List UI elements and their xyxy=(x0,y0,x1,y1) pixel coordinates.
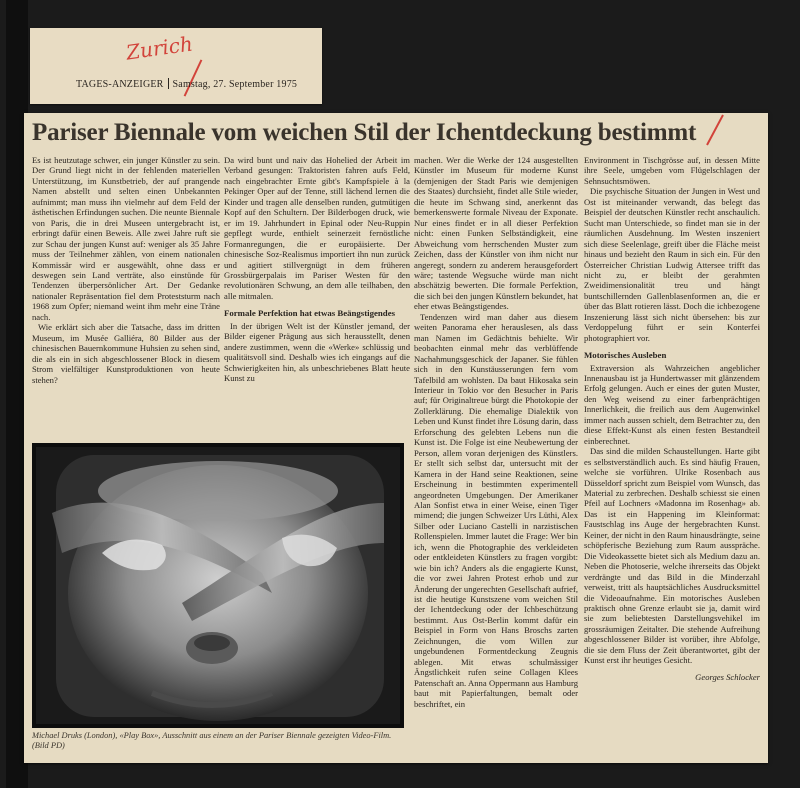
video-still-face-illustration xyxy=(32,443,404,728)
article-photo xyxy=(32,443,404,728)
paragraph: Das sind die milden Schaustellungen. Harte gibt es selbstverständlich auch. Es sind häufig Frauen, welche sie vorführen. Ulrike Rosenbach aus Düsseldorf spricht zum Beispiel vom Wunsch, das Material zu zerbrechen. Deshalb schiesst sie einen Pfeil auf Lochners «Madonna im Rosenhag» ab. Das ist ein Happening im Kleinformat: Faustschlag ins Auge der hergebrachten Kunst. Keiner, der nicht in den Raum hinausdrängte, seine schöpferische Beziehung zum Raum ausspräche. Die Videokassette bietet sich als Medium dazu an. Neben die Photoserie, welche ihrerseits das Objekt verdrängte und das Bild in die Minderzahl verweist, tritt als hauptsächliches Ausdrucksmittel die Videoaufnahme. Ein motorisches Ausleben praktisch ohne Grenze erlaubt sie ja, damit wird sie zum beliebtesten Darstellungsvehikel im grossräumigen Zeitalter. Die stehende Aufreihung abgeschlossener Bilder ist vorüber, ihre Abfolge, die sie dem Fluss der Zeit überantwortet, gibt der Kunst erst ihr heutiges Gesicht. xyxy=(584,446,760,666)
handwritten-note: Zurich xyxy=(124,31,195,65)
newspaper-name: TAGES-ANZEIGER xyxy=(76,79,164,90)
paragraph: machen. Wer die Werke der 124 ausgestellten Künstler im Museum für moderne Kunst (demjenigen der Stadt Paris wie demjenigen des Staates) durchsieht, findet alle Stile wieder, die heute im Schwang sind, anerkennt das bemerkenswerte formale Niveau der Exponate. Nur eines findet er in all dieser Perfektion nicht: einen Funken Selbständigkeit, eine Abweichung vom herrschenden Muster zum Zeichen, dass der Künstler von ihm nicht nur angeregt, sondern zu anderem herausgefordert wäre; tastende Wegsuche würde man nicht abschätzig bewerten. Die formale Perfektion, die sich bei den jungen Künstlern bekundet, hat eher etwas Beängstigendes. xyxy=(414,155,578,312)
photo-caption: Michael Druks (London), «Play Box», Ausschnitt aus einem an der Pariser Biennale gezeigten Video-Film. (Bild PD) xyxy=(32,731,392,750)
newspaper-header-clipping xyxy=(30,28,322,104)
subheading-motorisches-ausleben: Motorisches Ausleben xyxy=(584,350,667,361)
article-headline: Pariser Biennale vom weichen Stil der Ichentdeckung bestimmt xyxy=(32,119,697,146)
paragraph: Die psychische Situation der Jungen in West und Ost ist miteinander verwandt, das belegt das Beispiel der deutschen Künstler recht anschaulich. Sucht man Unterschiede, so findet man sie in der räumlichen Ausdehnung. Im Westen inszeniert sich diese Seelenlage, greift über die Fläche meist hinaus und bezieht den Raum in sich ein. Für den Österreicher Christian Ludwig Attersee trifft das nicht zu, er bleibt der gerahmten Zweidimensionalität treu und hängt buntschillernden Gallenblasenformen an, die er über das Blatt rotieren lässt. Doch die ichbezogene Inszenierung lässt sich nicht übersehen: bis zur Verdoppelung führt er sein Konterfei photographiert vor. xyxy=(584,186,760,343)
subheading-formale-perfektion: Formale Perfektion hat etwas Beängstigendes xyxy=(224,308,396,319)
paragraph: Extraversion als Wahrzeichen angeblicher Innenausbau ist ja Hundertwasser mit glänzendem Erfolg gelungen. Auch er eines der guten Muster, den Weg weisend zu einer farbenprächtigen Innerlichkeit, die freilich aus dem Augenwinkel immer nach aussen schielt, dem Betrachter zu, den diese Effekt-Kunst als einen festen Bestandteil einberechnet. xyxy=(584,362,760,446)
publication-date: Samstag, 27. September 1975 xyxy=(172,79,298,90)
article-column-2 xyxy=(224,155,410,475)
paragraph: Da wird bunt und naiv das Hohelied der Arbeit im Verband gesungen: Traktoristen fahren aufs Feld, nach eingebrachter Ernte gibt's Kampfspiele à la Pekinger Oper auf der Tenne, still lächend lernen die Kinder und tragen alle denselben runden, gutmütigen Kopf auf den Schultern. Der Bilderbogen druck, wie er im 19. Jahrhundert in Epinal oder Neu-Ruppin gepflegt wurde, enthielt seinerzeit fernöstliche Formanregungen, die er europäisierte. Der chinesische Soz-Realismus importiert ihn nun zurück und agitiert stillvergnügt in dem früheren Grossbürgerpalais im Pariser Westen für den revolutionären Schwung, an dem alle teilhaben, den alle mitmalen. xyxy=(224,155,410,301)
paragraph: Environment in Tischgrösse auf, in dessen Mitte ihre Seele, umgeben vom Flügelschlagen der Sehnsuchtsmöwen. xyxy=(584,155,760,186)
paragraph: Es ist heutzutage schwer, ein junger Künstler zu sein. Der Grund liegt nicht in der fehlenden materiellen Unterstützung, im Kunstbetrieb, der auf prangende Namen abstellt und selten einen Unbekannten aufnimmt; man muss ihn vielmehr auf dem Feld der ästhetischen Erfindungen suchen. Die neunte Biennale von Paris, die in drei Museen untergebracht ist, erbringt dafür einen Beweis. Alle zwei Jahre ruft sie zur Schau der jungen Kunst auf: weniger als 35 Jahre muss der Teilnehmer zählen, von einem nationalen Kommissär wird er ausgewählt, ohne dass er deswegen sein Land verträte, also einstünde für Tendenzen überpersönlicher Art. Der Gedanke nationaler Repräsentation fiel dem Proteststurm nach 1968 zum Opfer; niemand weint ihm mehr eine Träne nach. xyxy=(32,155,220,322)
article-column-1 xyxy=(32,155,220,475)
article-column-4 xyxy=(584,155,760,755)
paragraph: In der übrigen Welt ist der Künstler jemand, der Bilder eigener Prägung aus sich herausstellt, denen andere zustimmen, wenn die «Werke» schlüssig und qualitätsvoll sind. Deshalb wies ich eingangs auf die Schwierigkeiten hin, als unbeschriebenes Blatt heute Kunst zu xyxy=(224,320,410,384)
paragraph: Tendenzen wird man daher aus diesem weiten Panorama eher herauslesen, als dass man Namen im Gedächtnis behielte. Wir beobachten einmal mehr das verblüffende Nachahmungsgeschick der Japaner. Sie fühlen sich in den Kunstäusserungen fern vom Tafelbild am wohlsten. Da baut Hikosaka sein Interieur in Tokio vor den Besucher in Paris auf; für Originaltreue bürgt die Photokopie der Zollerklärung. Die ehemalige Dialektik von Leben und Kunst findet ihre Lösung darin, dass Erforschung des gelebten Lebens nun die Kunst ist. Die Folge ist eine Neubewertung der Person, allem voran derjenigen des Künstlers. Er stellt sich selbst dar, untersucht mit der Kamera in der Hand seine Reaktionen, seine Erscheinung in bestimmten experimentell angeordneten Umgebungen. Der Amerikaner Alan Sonfist etwa in einer Weise, einen Tiger mimend; die jungen Schweizer Urs Lüthi, Alex Silber oder Luciano Castelli in narzistischen Rollenspielen. Immer lautet die Frage: Wer bin ich, wenn die Photographie des verkleideten oder entkleideten Künstlers zu fragen vorgibt: wie bin ich? Anders als die engagierte Kunst, die vor zwei Jahren Protest erhob und zur Änderung der ungerechten Gesellschaft aufrief, ist die heutige Kunstszene vom weichen Stil der Ichentdeckung oder der Ichbeschützung bestimmt. Aus Ost-Berlin kommt dafür ein Beispiel in Form von Hans Broschs zarten Zeichnungen, die vom Willen zur ungebundenen Formentdeckung Zeugnis ablegen. Mit etwas schulmässiger Ängstlichkeit rufen seine Collagen Klees Patenschaft an. Anna Oppermann aus Hamburg baut mit Papierfaltungen, bemalt oder beschriftet, ein xyxy=(414,311,578,709)
masthead-divider xyxy=(168,78,169,89)
article-column-3 xyxy=(414,155,578,757)
author-signature: Georges Schlocker xyxy=(695,671,760,682)
article-clipping xyxy=(24,113,768,763)
paragraph: Wie erklärt sich aber die Tatsache, dass im dritten Museum, im Musée Galliéra, 80 Bilder aus der chinesischen Bauernkommune Huhsien zu sehen sind, die als ein in sich abgeschlossener Block in diesem Strom vielfältiger Kunstproduktionen von heute stehen? xyxy=(32,322,220,385)
masthead-line xyxy=(76,78,297,90)
